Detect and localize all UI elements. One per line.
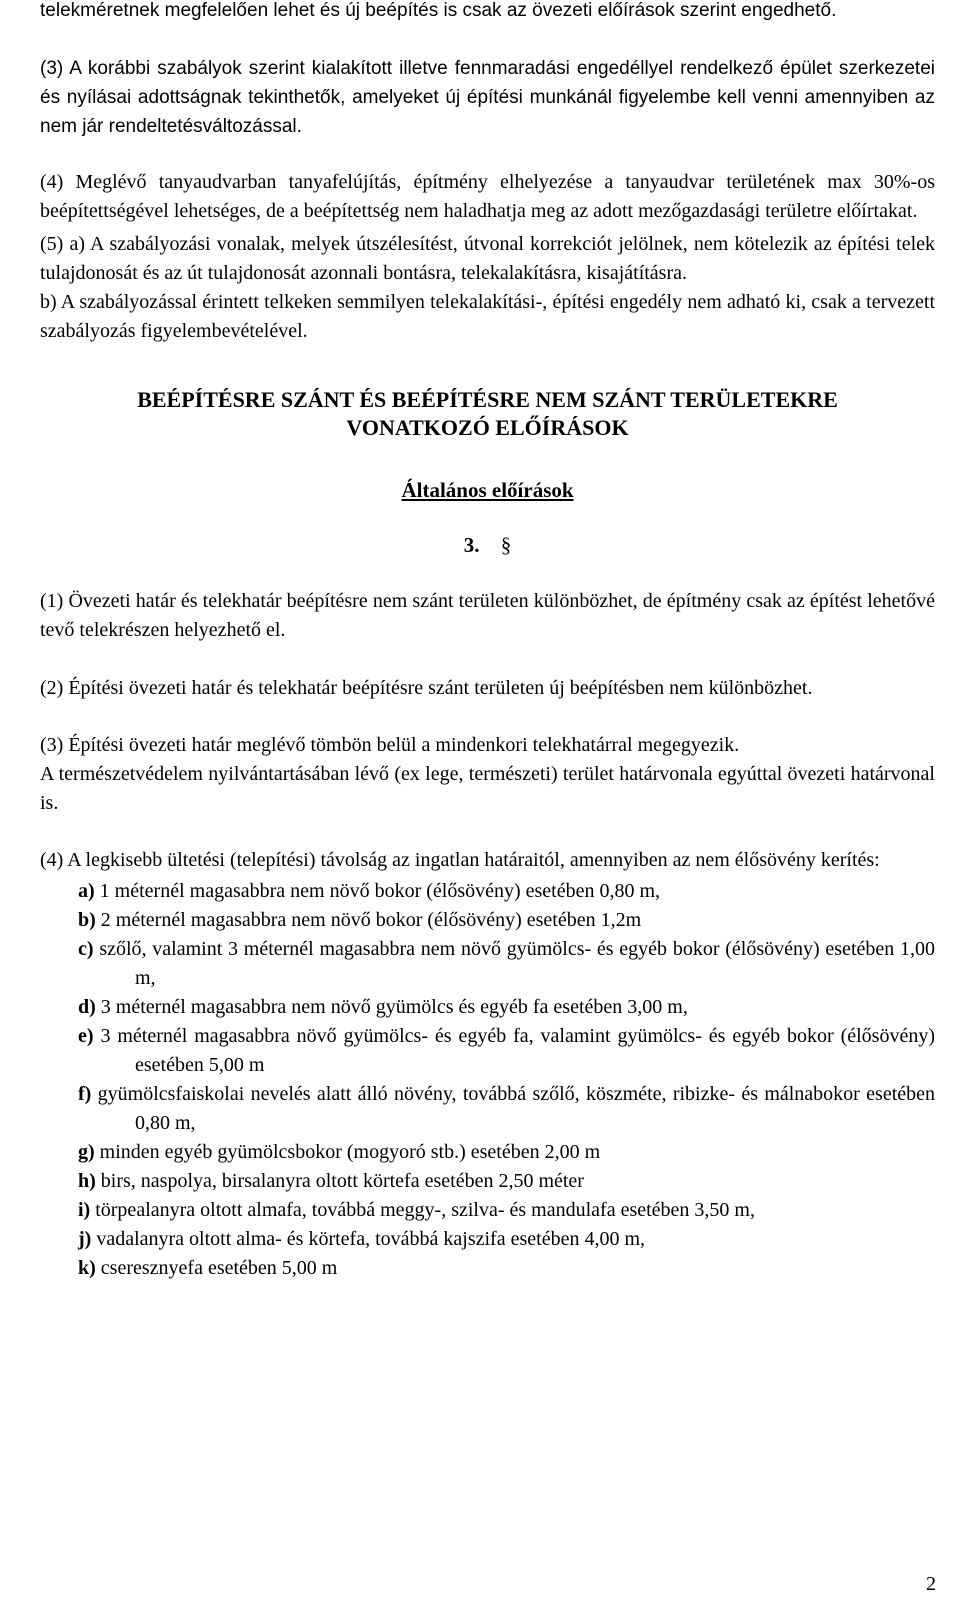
paragraph-3: (3) A korábbi szabályok szerint kialakított illetve fennmaradási engedéllyel rendelkező épület szerkezetei és nyílásai adottságnak tekinthetők, amelyeket új építési munkánál figyelembe kell venni amennyiben az nem jár rendeltetésváltozással.	[40, 58, 935, 137]
distance-list	[40, 877, 935, 1283]
list-item	[40, 1167, 935, 1196]
document-page	[40, 0, 935, 1283]
list-item	[40, 1022, 935, 1080]
list-text: törpealanyra oltott almafa, továbbá meggy-, szilva- és mandulafa esetében 3,50 m,	[95, 1199, 755, 1221]
list-letter: d)	[78, 996, 96, 1018]
list-text: gyümölcsfaiskolai nevelés alatt álló növény, továbbá szőlő, köszméte, ribizke- és málnabokor esetében 0,80 m,	[97, 1083, 936, 1134]
list-text: szőlő, valamint 3 méternél magasabbra nem növő gyümölcs- és egyéb bokor (élősövény) esetében 1,00 m,	[99, 938, 936, 989]
list-letter: h)	[78, 1170, 96, 1192]
subtitle: Általános előírások	[401, 478, 574, 502]
list-letter: f)	[78, 1083, 92, 1105]
list-letter: a)	[78, 880, 95, 902]
section-paragraph-4: (4) A legkisebb ültetési (telepítési) távolság az ingatlan határaitól, amennyiben az nem élősövény kerítés:	[40, 849, 880, 871]
section-paragraph-1: (1) Övezeti határ és telekhatár beépítésre nem szánt területen különbözhet, de építmény csak az építést lehetővé tevő telekrészen helyezhető el.	[40, 590, 935, 641]
list-item	[40, 1080, 935, 1138]
section-paragraph-3: (3) Építési övezeti határ meglévő tömbön belül a mindenkori telekhatárral megegyezik.	[40, 734, 740, 756]
paragraph-5a: (5) a) A szabályozási vonalak, melyek útszélesítést, útvonal korrekciót jelölnek, nem kötelezik az építési telek tulajdonosát és az út tulajdonosát azonnali bontásra, telekalakításra, kisajátításra.	[40, 233, 935, 284]
list-letter: c)	[78, 938, 94, 960]
list-letter: k)	[78, 1257, 96, 1279]
list-text: birs, naspolya, birsalanyra oltott körtefa esetében 2,50 méter	[100, 1170, 584, 1192]
section-number: 3.	[463, 533, 480, 557]
list-item	[40, 1138, 935, 1167]
list-item	[40, 1254, 935, 1283]
list-item	[40, 935, 935, 993]
list-letter: b)	[78, 909, 96, 931]
section-heading	[40, 531, 935, 560]
list-text: vadalanyra oltott alma- és körtefa, továbbá kajszifa esetében 4,00 m,	[96, 1228, 645, 1250]
page-number: 2	[926, 1573, 936, 1595]
section-symbol: §	[500, 533, 512, 557]
list-letter: g)	[78, 1141, 95, 1163]
top-fragment: telekméretnek megfelelően lehet és új beépítés is csak az övezeti előírások szerint engedhető.	[40, 0, 837, 21]
list-item	[40, 1225, 935, 1254]
list-text: 3 méternél magasabbra növő gyümölcs- és egyéb fa, valamint gyümölcs- és egyéb bokor (élősövény) esetében 5,00 m	[100, 1025, 935, 1076]
section-paragraph-2: (2) Építési övezeti határ és telekhatár beépítésre szánt területen új beépítésben nem különbözhet.	[40, 677, 813, 699]
list-item	[40, 993, 935, 1022]
list-text: minden egyéb gyümölcsbokor (mogyoró stb.) esetében 2,00 m	[99, 1141, 601, 1163]
section-paragraph-3-continued: A természetvédelem nyilvántartásában lévő (ex lege, természeti) terület határvonala egyúttal övezeti határvonal is.	[40, 763, 935, 814]
chapter-title: BEÉPÍTÉSRE SZÁNT ÉS BEÉPÍTÉSRE NEM SZÁNT TERÜLETEKRE VONATKOZÓ ELŐÍRÁSOK	[137, 387, 838, 440]
list-text: 2 méternél magasabbra nem növő bokor (élősövény) esetében 1,2m	[100, 909, 642, 931]
list-text: 3 méternél magasabbra nem növő gyümölcs és egyéb fa esetében 3,00 m,	[100, 996, 688, 1018]
list-item	[40, 906, 935, 935]
list-text: 1 méternél magasabbra nem növő bokor (élősövény) esetében 0,80 m,	[99, 880, 661, 902]
paragraph-5b: b) A szabályozással érintett telkeken semmilyen telekalakítási-, építési engedély nem adható ki, csak a tervezett szabályozás figyelembevételével.	[40, 291, 935, 342]
list-text: cseresznyefa esetében 5,00 m	[100, 1257, 338, 1279]
list-item	[40, 1196, 935, 1225]
paragraph-4: (4) Meglévő tanyaudvarban tanyafelújítás, építmény elhelyezése a tanyaudvar területének max 30%-os beépítettségével lehetséges, de a beépítettség nem haladhatja meg az adott mezőgazdasági területre előírtakat.	[40, 171, 935, 222]
list-letter: i)	[78, 1199, 91, 1221]
list-letter: e)	[78, 1025, 94, 1047]
list-item	[40, 877, 935, 906]
list-letter: j)	[78, 1228, 92, 1250]
